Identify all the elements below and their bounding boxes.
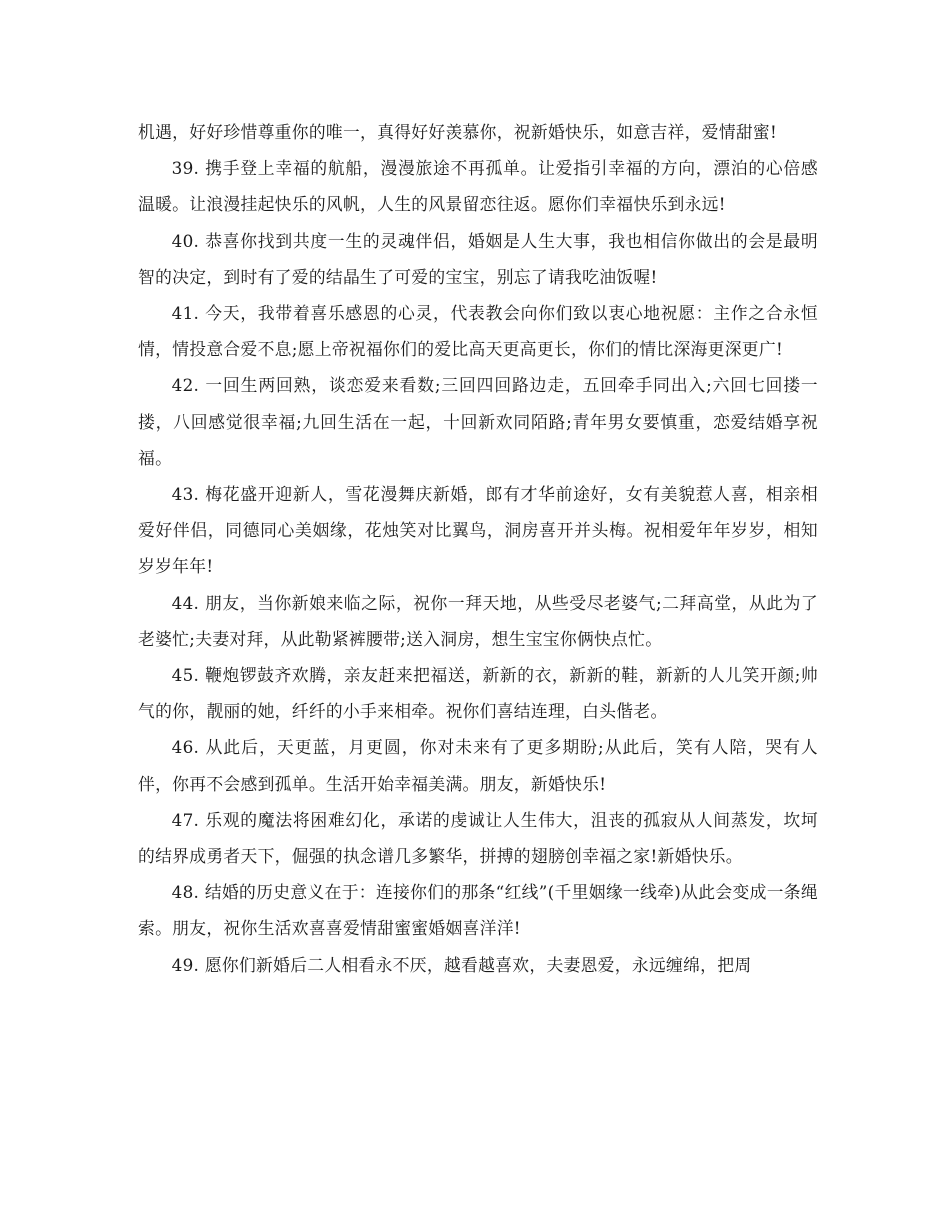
paragraph-39: 39. 携手登上幸福的航船，漫漫旅途不再孤单。让爱指引幸福的方向，漂泊的心倍感温暖。让浪漫挂起快乐的风帆，人生的风景留恋往返。愿你们幸福快乐到永远! [138,158,818,215]
paragraph-41: 41. 今天，我带着喜乐感恩的心灵，代表教会向你们致以衷心地祝愿：主作之合永恒情，情投意合爱不息;愿上帝祝福你们的爱比高天更高更长，你们的情比深海更深更广! [138,303,818,360]
paragraph-47: 47. 乐观的魔法将困难幻化，承诺的虔诚让人生伟大，沮丧的孤寂从人间蒸发，坎坷的结界成勇者天下，倔强的执念谱几多繁华，拼搏的翅膀创幸福之家!新婚快乐。 [138,809,818,867]
paragraph-38-continued: 机遇，好好珍惜尊重你的唯一，真得好好羡慕你，祝新婚快乐，如意吉祥，爱情甜蜜! [138,122,778,142]
paragraph-46: 46. 从此后，天更蓝，月更圆，你对未来有了更多期盼;从此后，笑有人陪，哭有人伴，你再不会感到孤单。生活开始幸福美满。朋友，新婚快乐! [138,737,818,794]
paragraph-44: 44. 朋友，当你新娘来临之际，祝你一拜天地，从些受尽老婆气;二拜高堂，从此为了老婆忙;夫妻对拜，从此勒紧裤腰带;送入洞房，想生宝宝你俩快点忙。 [138,592,818,649]
paragraph-43: 43. 梅花盛开迎新人，雪花漫舞庆新婚，郎有才华前途好，女有美貌惹人喜，相亲相爱好伴侣，同德同心美姻缘，花烛笑对比翼鸟，洞房喜开并头梅。祝相爱年年岁岁，相知岁岁年年! [138,484,818,577]
document-body [138,114,818,983]
paragraph-42: 42. 一回生两回熟，谈恋爱来看数;三回四回路边走，五回牵手同出入;六回七回搂一搂，八回感觉很幸福;九回生活在一起，十回新欢同陌路;青年男女要慎重，恋爱结婚享祝福。 [138,375,818,468]
paragraph-40: 40. 恭喜你找到共度一生的灵魂伴侣，婚姻是人生大事，我也相信你做出的会是最明智的决定，到时有了爱的结晶生了可爱的宝宝，别忘了请我吃油饭喔! [138,230,818,287]
paragraph-45: 45. 鞭炮锣鼓齐欢腾，亲友赶来把福送，新新的衣，新新的鞋，新新的人儿笑开颜;帅气的你，靓丽的她，纤纤的小手来相牵。祝你们喜结连理，白头偕老。 [138,665,818,722]
paragraph-49: 49. 愿你们新婚后二人相看永不厌，越看越喜欢，夫妻恩爱，永远缠绵，把周 [171,954,752,975]
paragraph-48: 48. 结婚的历史意义在于：连接你们的那条“红线”(千里姻缘一线牵)从此会变成一条绳索。朋友，祝你生活欢喜喜爱情甜蜜蜜婚姻喜洋洋! [138,882,818,939]
